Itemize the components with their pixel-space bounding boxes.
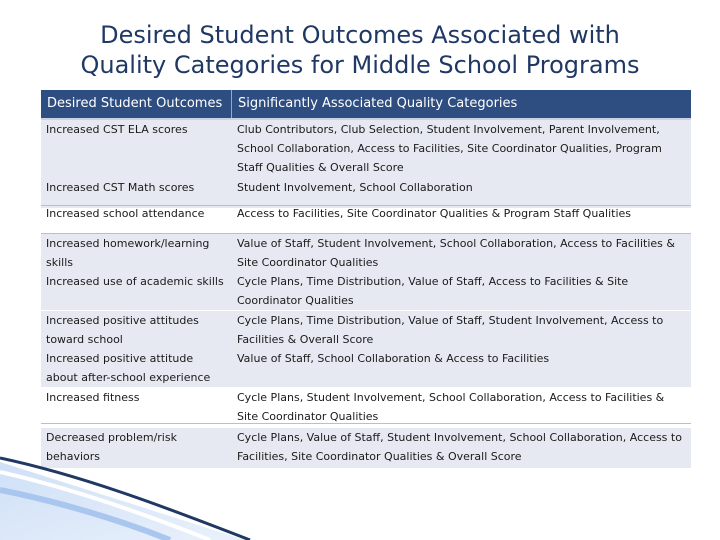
header-categories: Significantly Associated Quality Categories <box>238 96 518 111</box>
outcome-cell: Increased positive attitude about after-school experience <box>46 352 211 384</box>
categories-cell: Cycle Plans, Time Distribution, Value of Staff, Access to Facilities & Site Coordinator Qualities <box>237 275 629 307</box>
table-header <box>41 90 691 120</box>
table-row <box>41 234 691 272</box>
outcome-cell: Increased school attendance <box>46 207 205 220</box>
categories-cell: Value of Staff, School Collaboration & Access to Facilities <box>237 352 550 365</box>
outcome-cell: Decreased problem/risk behaviors <box>46 431 177 463</box>
table-row <box>41 178 691 206</box>
categories-cell: Cycle Plans, Time Distribution, Value of Staff, Student Involvement, Access to Facilities & Overall Score <box>237 314 664 346</box>
categories-cell: Cycle Plans, Student Involvement, School Collaboration, Access to Facilities & Site Coordinator Qualities <box>237 391 665 423</box>
title-line-2: Quality Categories for Middle School Programs <box>80 51 640 79</box>
categories-cell: Club Contributors, Club Selection, Student Involvement, Parent Involvement, School Collaboration, Access to Facilities, Site Coordinator Qualities, Program Staff Qualities & Overall Score <box>237 123 662 174</box>
outcome-cell: Increased use of academic skills <box>46 275 224 288</box>
table-row <box>41 388 691 426</box>
outcome-cell: Increased positive attitudes toward school <box>46 314 199 346</box>
categories-cell: Access to Facilities, Site Coordinator Qualities & Program Staff Qualities <box>237 207 632 220</box>
decorative-swoosh <box>0 450 260 540</box>
categories-cell: Value of Staff, Student Involvement, School Collaboration, Access to Facilities & Site Coordinator Qualities <box>237 237 675 269</box>
table-row <box>41 272 691 310</box>
outcome-cell: Increased CST Math scores <box>46 181 195 194</box>
table-row <box>41 311 691 349</box>
title-line-1: Desired Student Outcomes Associated with <box>100 21 620 49</box>
outcomes-table <box>41 90 691 463</box>
outcome-cell: Increased fitness <box>46 391 140 404</box>
outcome-cell: Increased homework/learning skills <box>46 237 210 269</box>
table-row <box>41 349 691 387</box>
row-divider <box>41 423 691 424</box>
categories-cell: Student Involvement, School Collaboration <box>237 181 473 194</box>
table-row <box>41 204 691 232</box>
header-outcomes: Desired Student Outcomes <box>41 90 232 118</box>
outcome-cell: Increased CST ELA scores <box>46 123 188 136</box>
page-title <box>0 20 720 80</box>
categories-cell: Cycle Plans, Value of Staff, Student Involvement, School Collaboration, Access to Facilities, Site Coordinator Qualities & Overall Score <box>237 431 682 463</box>
